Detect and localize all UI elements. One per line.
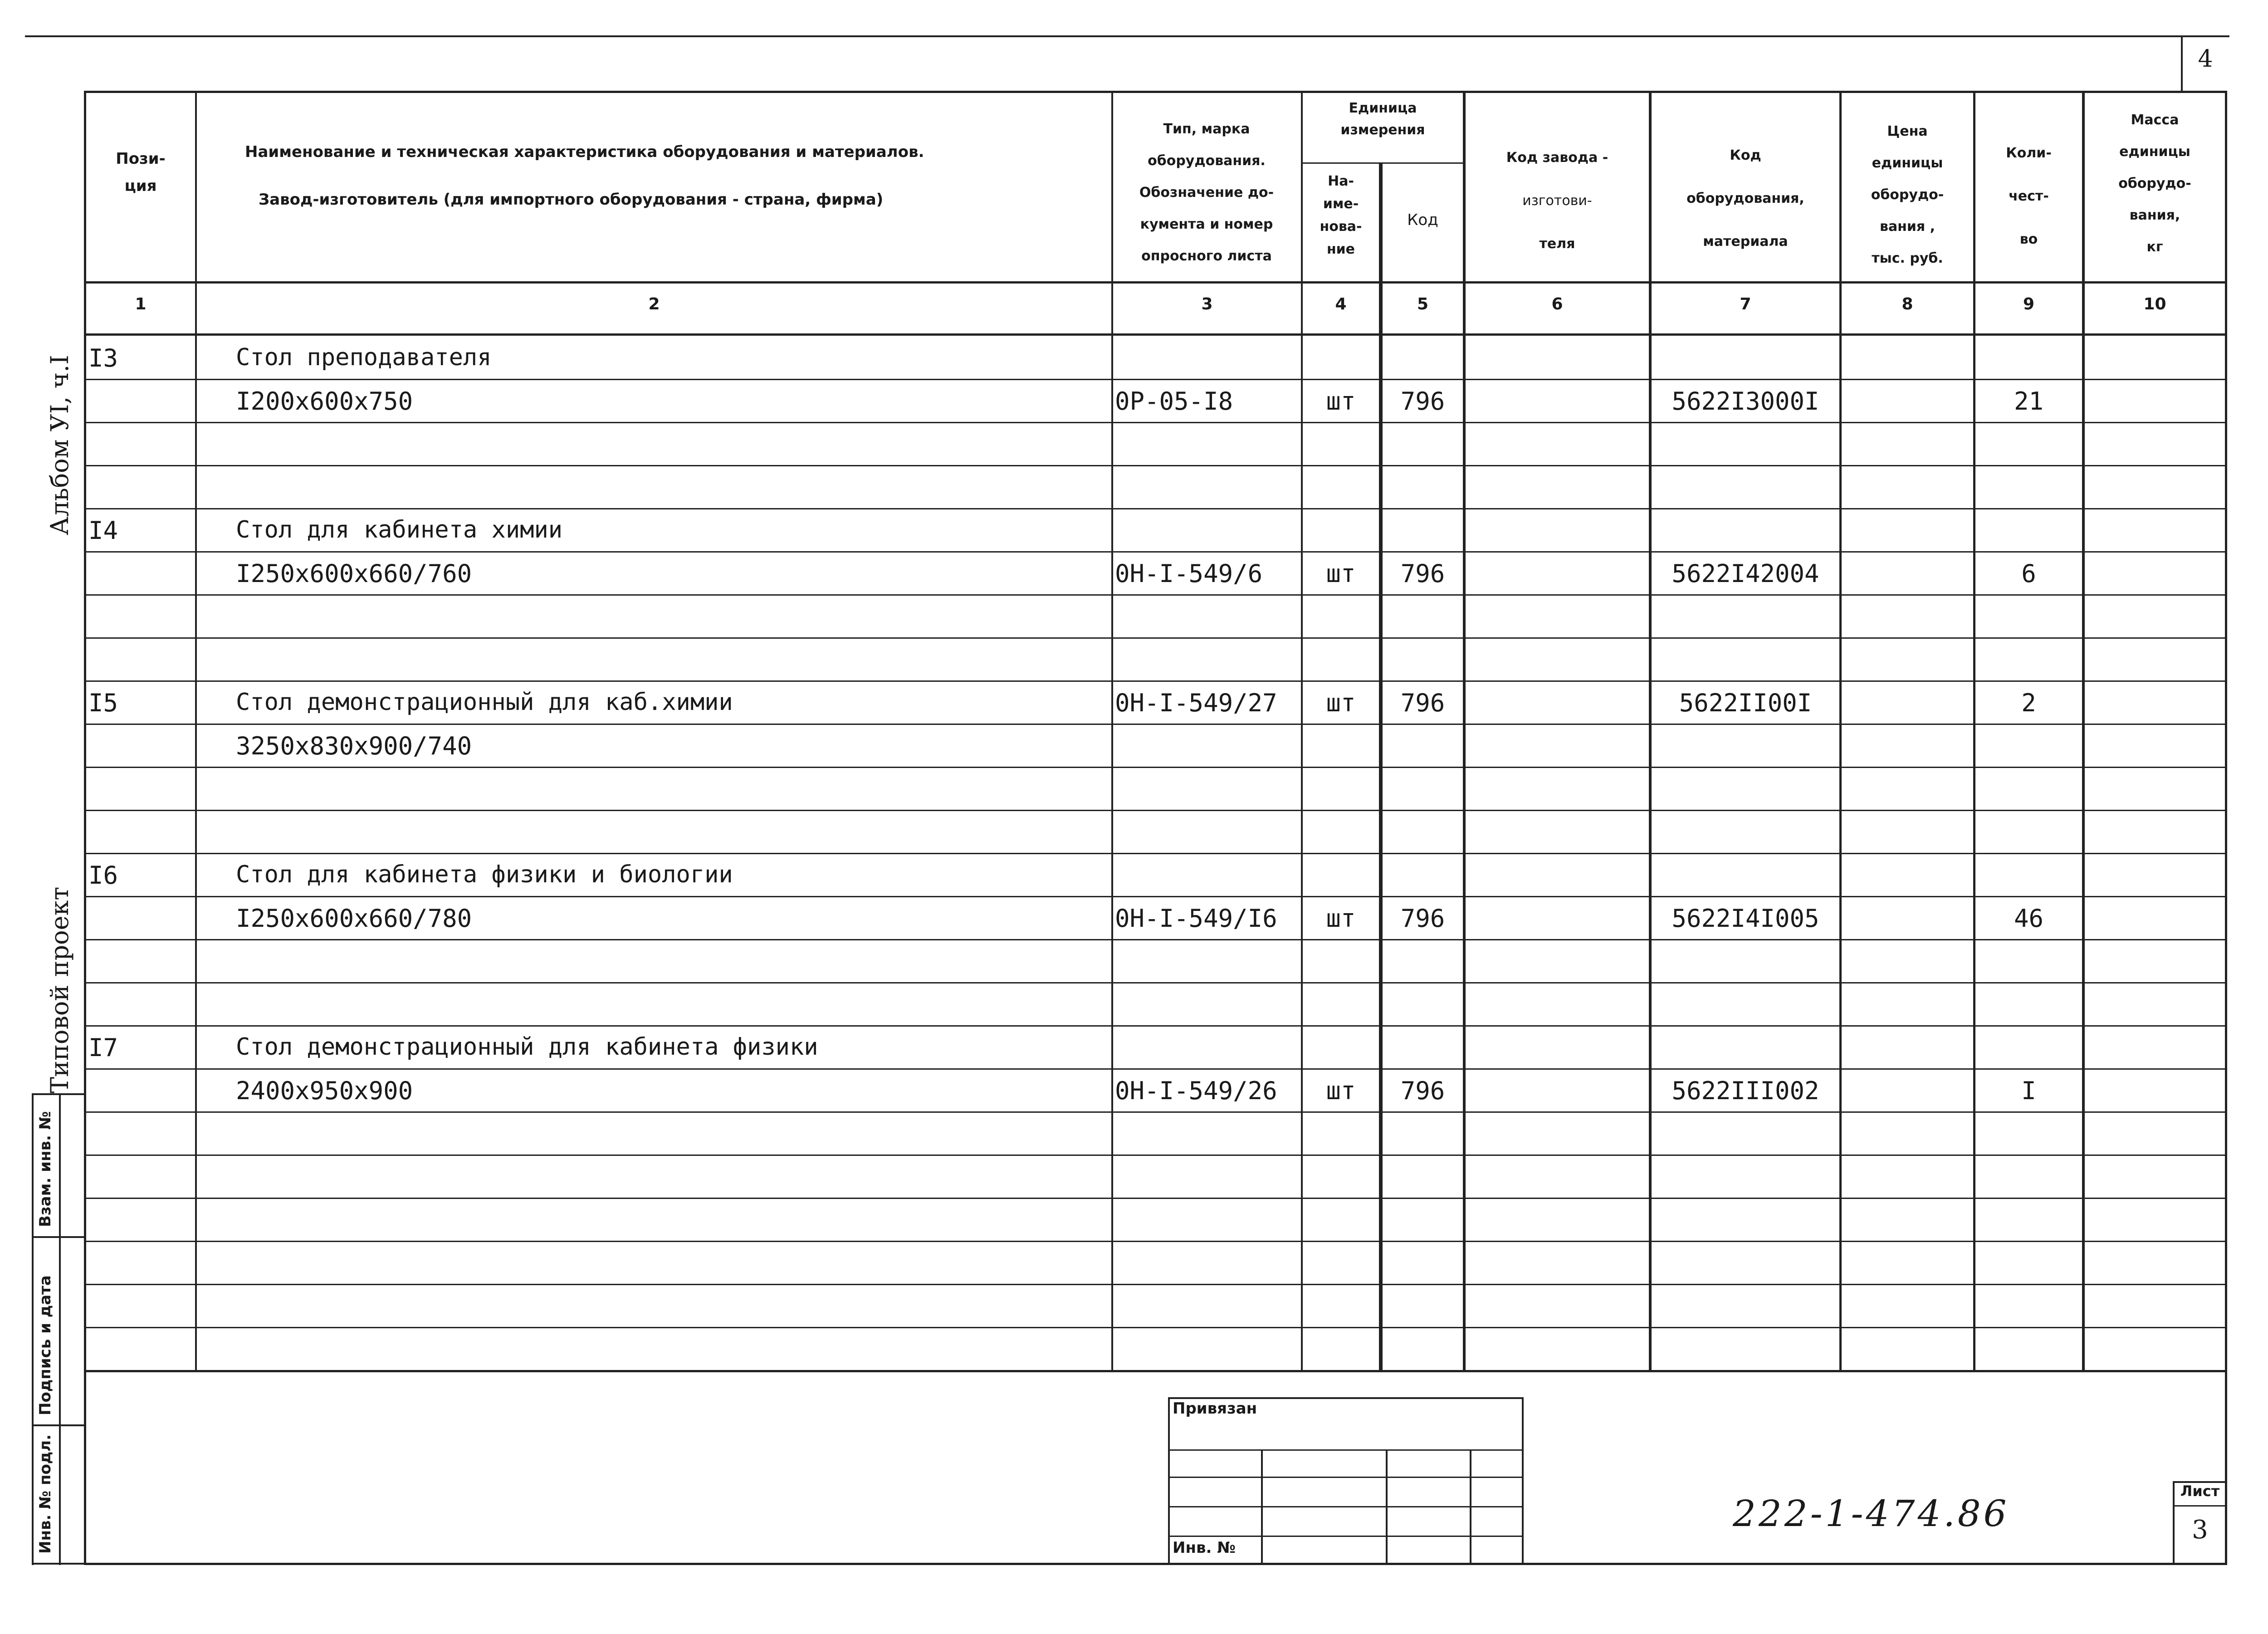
cell-name: Стол для кабинета химии bbox=[236, 516, 563, 543]
row-divider bbox=[84, 982, 2226, 983]
colnum-5: 5 bbox=[1417, 295, 1429, 313]
stamp-box-right bbox=[1522, 1397, 1524, 1563]
cell-name: 3250x830x900/740 bbox=[236, 732, 472, 760]
header-mass-l5: кг bbox=[2146, 239, 2163, 255]
cell-material-code: 5622III002 bbox=[1672, 1076, 1819, 1105]
header-position-line1: Пози- bbox=[116, 150, 166, 168]
podpis-label: Подпись и дата bbox=[36, 1275, 54, 1415]
cell-quantity: 21 bbox=[2014, 387, 2044, 416]
header-type bbox=[1114, 113, 1300, 272]
cell-unit: шт bbox=[1326, 559, 1356, 588]
colnum-6: 6 bbox=[1551, 295, 1563, 313]
row-divider bbox=[84, 724, 2226, 725]
page-number: 4 bbox=[2198, 45, 2213, 73]
row-divider bbox=[84, 680, 2226, 682]
col-line-9 bbox=[2082, 91, 2085, 1372]
col-line-3 bbox=[1301, 91, 1303, 1372]
header-position-line2: ция bbox=[124, 177, 157, 195]
sheet-number: 3 bbox=[2192, 1515, 2208, 1545]
cell-name: Стол преподавателя bbox=[236, 344, 492, 371]
header-unit-name-l1: На- bbox=[1328, 173, 1354, 189]
row-divider bbox=[84, 896, 2226, 897]
header-type-l5: опросного листа bbox=[1141, 248, 1272, 264]
header-bottom-line bbox=[84, 281, 2226, 284]
project-label: Типовой проект bbox=[45, 886, 74, 1093]
header-unit-code: Код bbox=[1407, 211, 1438, 229]
header-name-main: Наименование и техническая характеристика оборудования и материалов. bbox=[245, 143, 924, 161]
strip-top bbox=[32, 1093, 86, 1095]
strip-split-2 bbox=[32, 1424, 86, 1426]
cell-unit: шт bbox=[1326, 904, 1356, 933]
header-material-code-l2: оборудования, bbox=[1686, 191, 1804, 206]
header-quantity-l2: чест- bbox=[2009, 188, 2049, 204]
header-unit-l2: измерения bbox=[1340, 122, 1425, 138]
colnum-10: 10 bbox=[2143, 295, 2166, 313]
cell-name: I200x600x750 bbox=[236, 387, 413, 416]
header-name-manufacturer: Завод-изготовитель (для импортного оборудования - страна, фирма) bbox=[259, 191, 884, 209]
cell-type: 0Н-I-549/I6 bbox=[1115, 904, 1277, 933]
cell-type: 0Н-I-549/26 bbox=[1115, 1076, 1277, 1105]
header-price-l1: Цена bbox=[1887, 123, 1928, 139]
privyazan-label: Привязан bbox=[1173, 1399, 1257, 1418]
header-quantity-l1: Коли- bbox=[2006, 145, 2052, 161]
row-divider bbox=[84, 1198, 2226, 1199]
row-divider bbox=[84, 551, 2226, 553]
header-mass-l2: единицы bbox=[2119, 144, 2190, 160]
vzam-label: Взам. инв. № bbox=[36, 1111, 54, 1227]
row-divider bbox=[84, 767, 2226, 768]
header-material-code-l3: материала bbox=[1703, 234, 1788, 250]
stamp-box-top bbox=[1168, 1397, 1524, 1399]
header-manufacturer-code-l1: Код завода - bbox=[1506, 150, 1608, 166]
header-unit-name-l4: ние bbox=[1326, 241, 1355, 257]
row-divider bbox=[84, 379, 2226, 380]
cell-type: 0Р-05-I8 bbox=[1115, 387, 1233, 416]
cell-material-code: 5622I4I005 bbox=[1672, 904, 1819, 933]
inv-podl-label: Инв. № подл. bbox=[36, 1434, 54, 1554]
header-type-l2: оборудования. bbox=[1148, 153, 1266, 169]
header-unit-name-l3: нова- bbox=[1320, 219, 1362, 235]
colnum-3: 3 bbox=[1201, 295, 1213, 313]
colnum-2: 2 bbox=[648, 295, 660, 313]
row-divider bbox=[84, 810, 2226, 811]
col-line-5 bbox=[1463, 91, 1466, 1372]
strip-inner bbox=[59, 1093, 61, 1565]
data-bottom-line bbox=[84, 1370, 2226, 1372]
colnum-1: 1 bbox=[135, 295, 147, 313]
header-type-l4: кумента и номер bbox=[1140, 216, 1273, 232]
cell-unit-code: 796 bbox=[1400, 387, 1445, 416]
sheet-box-left bbox=[2173, 1481, 2175, 1563]
cell-name: Стол демонстрационный для кабинета физики bbox=[236, 1033, 818, 1061]
cell-material-code: 5622I3000I bbox=[1672, 387, 1819, 416]
header-unit bbox=[1303, 98, 1463, 141]
header-quantity-l3: во bbox=[2019, 231, 2038, 247]
header-manufacturer-code-l2: изготови- bbox=[1522, 193, 1592, 209]
header-mass bbox=[2085, 104, 2225, 263]
cell-position: I3 bbox=[88, 344, 118, 372]
row-divider bbox=[84, 1327, 2226, 1328]
cell-unit-code: 796 bbox=[1400, 904, 1445, 933]
header-quantity bbox=[1975, 132, 2082, 261]
stamp-col-1 bbox=[1261, 1449, 1263, 1563]
cell-name: I250x600x660/780 bbox=[236, 904, 472, 933]
col-line-8 bbox=[1973, 91, 1975, 1372]
col-line-1 bbox=[195, 91, 197, 1372]
header-mass-l1: Масса bbox=[2131, 112, 2179, 128]
header-unit-l1: Единица bbox=[1349, 100, 1417, 116]
cell-position: I6 bbox=[88, 861, 118, 890]
inv-no-label: Инв. № bbox=[1173, 1539, 1236, 1557]
stamp-col-2 bbox=[1386, 1449, 1388, 1563]
cell-unit-code: 796 bbox=[1400, 689, 1445, 717]
cell-name: Стол для кабинета физики и биологии bbox=[236, 861, 733, 888]
stamp-col-3 bbox=[1470, 1449, 1471, 1563]
header-manufacturer-code bbox=[1466, 136, 1649, 265]
strip-outer-left bbox=[32, 1093, 34, 1565]
cell-quantity: I bbox=[2021, 1076, 2036, 1105]
col-line-2 bbox=[1111, 91, 1113, 1372]
cell-material-code: 5622I42004 bbox=[1672, 559, 1819, 588]
header-type-l1: Тип, марка bbox=[1163, 121, 1250, 137]
table-bottom-border bbox=[84, 1563, 2226, 1565]
header-price-l3: оборудо- bbox=[1871, 187, 1944, 203]
cell-unit: шт bbox=[1326, 387, 1356, 416]
colnum-4: 4 bbox=[1335, 295, 1347, 313]
row-divider bbox=[84, 1068, 2226, 1070]
cell-unit: шт bbox=[1326, 689, 1356, 717]
col-line-6 bbox=[1649, 91, 1652, 1372]
strip-split-1 bbox=[32, 1236, 86, 1238]
row-divider bbox=[84, 1155, 2226, 1156]
row-divider bbox=[84, 465, 2226, 466]
header-position bbox=[86, 145, 195, 200]
cell-position: I5 bbox=[88, 689, 118, 717]
colnum-9: 9 bbox=[2023, 295, 2035, 313]
row-divider bbox=[84, 637, 2226, 639]
top-rule bbox=[25, 35, 2229, 37]
header-price-l4: вания , bbox=[1879, 219, 1936, 235]
cell-position: I7 bbox=[88, 1033, 118, 1062]
row-divider bbox=[84, 1241, 2226, 1242]
row-divider bbox=[84, 1025, 2226, 1027]
cell-name: 2400x950x900 bbox=[236, 1076, 413, 1105]
header-price bbox=[1842, 116, 1973, 274]
cell-unit-code: 796 bbox=[1400, 1076, 1445, 1105]
album-label: Альбом УI, ч.I bbox=[45, 355, 74, 535]
header-unit-name bbox=[1303, 170, 1379, 261]
table-right-border bbox=[2225, 91, 2227, 1565]
header-material-code bbox=[1652, 134, 1839, 263]
row-divider bbox=[84, 422, 2226, 423]
header-price-l2: единицы bbox=[1872, 155, 1943, 171]
cell-type: 0Н-I-549/6 bbox=[1115, 559, 1263, 588]
header-manufacturer-code-l3: теля bbox=[1539, 236, 1575, 252]
header-mass-l4: вания, bbox=[2129, 207, 2180, 223]
cell-type: 0Н-I-549/27 bbox=[1115, 689, 1277, 717]
sheet-box-split bbox=[2173, 1505, 2226, 1507]
row-divider bbox=[84, 853, 2226, 854]
cell-name: I250x600x660/760 bbox=[236, 559, 472, 588]
header-type-l3: Обозначение до- bbox=[1139, 185, 1274, 201]
header-mass-l3: оборудо- bbox=[2118, 176, 2191, 191]
row-divider bbox=[84, 1284, 2226, 1285]
cell-position: I4 bbox=[88, 516, 118, 545]
row-divider bbox=[84, 508, 2226, 509]
header-unit-name-l2: име- bbox=[1323, 196, 1359, 212]
cell-material-code: 5622II00I bbox=[1679, 689, 1812, 717]
row-divider bbox=[84, 939, 2226, 940]
header-material-code-l1: Код bbox=[1730, 147, 1761, 163]
colnum-8: 8 bbox=[1901, 295, 1913, 313]
cell-name: Стол демонстрационный для каб.химии bbox=[236, 689, 733, 716]
row-divider bbox=[84, 1111, 2226, 1113]
colnum-bottom-line bbox=[84, 333, 2226, 336]
cell-unit: шт bbox=[1326, 1076, 1356, 1105]
col-line-7 bbox=[1839, 91, 1842, 1372]
document-number: 222-1-474.86 bbox=[1733, 1492, 2009, 1535]
row-divider bbox=[84, 594, 2226, 596]
sheet-label: Лист bbox=[2180, 1482, 2220, 1500]
header-price-l5: тыс. руб. bbox=[1872, 250, 1943, 266]
colnum-7: 7 bbox=[1740, 295, 1751, 313]
stamp-box-left bbox=[1168, 1397, 1170, 1563]
cell-quantity: 2 bbox=[2021, 689, 2036, 717]
strip-bottom bbox=[32, 1563, 86, 1565]
table-top-border bbox=[84, 91, 2226, 93]
cell-quantity: 46 bbox=[2014, 904, 2044, 933]
cell-unit-code: 796 bbox=[1400, 559, 1445, 588]
cell-quantity: 6 bbox=[2021, 559, 2036, 588]
